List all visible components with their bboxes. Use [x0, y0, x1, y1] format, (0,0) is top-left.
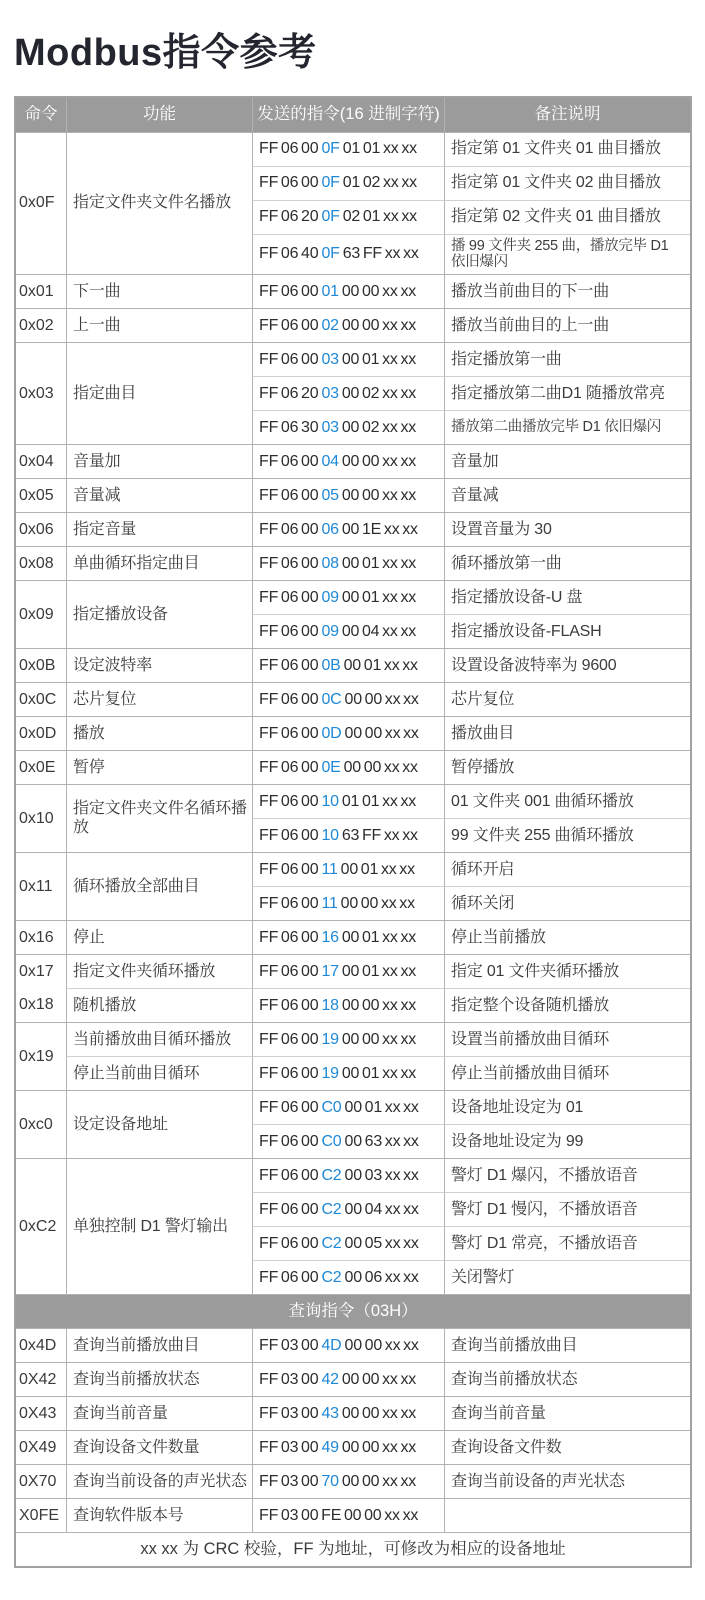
remark-cell: 指定播放设备-FLASH [444, 614, 690, 648]
remark-cell: 设置设备波特率为 9600 [444, 648, 690, 682]
command-cell [16, 1328, 66, 1362]
hex-command-cell [252, 1396, 444, 1430]
command-code: 0x11 [19, 877, 53, 895]
remark-cell: 芯片复位 [444, 682, 690, 716]
hex-suffix: 00 00 xx xx [341, 282, 417, 300]
command-cell [16, 342, 66, 444]
hex-highlight: 09 [321, 622, 339, 640]
hex-highlight: 19 [321, 1064, 339, 1082]
hex-command-cell [252, 1090, 444, 1124]
hex-highlight: 08 [321, 554, 339, 572]
remark-cell: 设置当前播放曲目循环 [444, 1022, 690, 1056]
command-code: 0x18 [19, 996, 54, 1014]
command-cell [16, 1090, 66, 1158]
function-cell: 指定播放设备 [66, 580, 252, 648]
hex-prefix: FF 06 00 [259, 928, 319, 946]
hex-suffix: 00 01 xx xx [343, 656, 418, 674]
hex-highlight: C0 [321, 1098, 342, 1116]
hex-command-cell [252, 308, 444, 342]
remark-cell: 循环关闭 [444, 886, 690, 920]
function-cell: 查询当前播放状态 [66, 1362, 252, 1396]
hex-prefix: FF 06 00 [259, 962, 319, 980]
hex-prefix: FF 03 00 [259, 1404, 319, 1422]
hex-prefix: FF 06 00 [259, 350, 319, 368]
hex-prefix: FF 06 00 [259, 1064, 319, 1082]
function-cell: 下一曲 [66, 274, 252, 308]
remark-cell: 查询当前音量 [444, 1396, 690, 1430]
column-header-hex-command: 发送的指令(16 进制字符) [252, 98, 444, 132]
hex-suffix: 00 00 xx xx [341, 1438, 417, 1456]
hex-suffix: 00 06 xx xx [344, 1268, 419, 1286]
hex-suffix: 00 00 xx xx [343, 758, 418, 776]
table-footer-note: xx xx 为 CRC 校验，FF 为地址，可修改为相应的设备地址 [16, 1532, 690, 1566]
hex-suffix: 00 04 xx xx [341, 622, 417, 640]
hex-prefix: FF 06 00 [259, 894, 319, 912]
remark-cell: 播放曲目 [444, 716, 690, 750]
hex-highlight: 18 [321, 996, 339, 1014]
hex-suffix: 00 00 xx xx [341, 452, 417, 470]
hex-command-cell [252, 1464, 444, 1498]
hex-command-cell [252, 852, 444, 886]
command-cell [16, 132, 66, 274]
command-cell [16, 920, 66, 954]
hex-prefix: FF 06 00 [259, 758, 319, 776]
function-cell: 上一曲 [66, 308, 252, 342]
command-code: 0x05 [19, 486, 54, 504]
command-cell [16, 580, 66, 648]
hex-command-cell [252, 274, 444, 308]
hex-highlight: 43 [321, 1404, 339, 1422]
remark-cell: 关闭警灯 [444, 1260, 690, 1294]
hex-command-cell [252, 410, 444, 444]
command-code: 0x04 [19, 452, 54, 470]
command-cell [16, 1396, 66, 1430]
remark-cell: 查询设备文件数 [444, 1430, 690, 1464]
hex-highlight: C0 [321, 1132, 342, 1150]
column-header-remark: 备注说明 [444, 98, 690, 132]
command-cell [16, 1498, 66, 1532]
remark-cell: 音量加 [444, 444, 690, 478]
hex-command-cell [252, 1328, 444, 1362]
hex-command-cell [252, 478, 444, 512]
hex-highlight: 0B [321, 656, 341, 674]
function-cell: 停止当前曲目循环 [66, 1056, 252, 1090]
command-code: 0X70 [19, 1472, 57, 1490]
section-header-query-commands: 查询指令（03H） [16, 1294, 690, 1328]
command-cell [16, 648, 66, 682]
hex-suffix: 00 03 xx xx [344, 1166, 419, 1184]
remark-cell: 播放当前曲目的上一曲 [444, 308, 690, 342]
hex-prefix: FF 06 00 [259, 1200, 319, 1218]
command-cell [16, 1430, 66, 1464]
command-code: 0X42 [19, 1370, 57, 1388]
hex-highlight: 05 [321, 486, 339, 504]
hex-prefix: FF 06 00 [259, 520, 319, 538]
function-cell: 当前播放曲目循环播放 [66, 1022, 252, 1056]
function-cell: 停止 [66, 920, 252, 954]
command-code: 0X49 [19, 1438, 57, 1456]
hex-command-cell [252, 614, 444, 648]
hex-highlight: 0F [321, 174, 340, 192]
remark-cell: 停止当前播放 [444, 920, 690, 954]
hex-highlight: 10 [321, 792, 339, 810]
hex-command-cell [252, 1158, 444, 1192]
command-cell [16, 750, 66, 784]
command-code: 0x19 [19, 1047, 54, 1065]
hex-suffix: 00 01 xx xx [344, 1098, 419, 1116]
function-cell: 查询当前播放曲目 [66, 1328, 252, 1362]
function-cell: 音量减 [66, 478, 252, 512]
hex-prefix: FF 06 00 [259, 316, 319, 334]
hex-command-cell [252, 132, 444, 166]
command-code: 0xc0 [19, 1115, 53, 1133]
function-cell: 单曲循环指定曲目 [66, 546, 252, 580]
hex-prefix: FF 06 20 [259, 208, 319, 226]
hex-highlight: 03 [321, 350, 339, 368]
hex-suffix: 00 01 xx xx [341, 588, 417, 606]
modbus-command-table [14, 96, 692, 1568]
command-cell [16, 274, 66, 308]
remark-cell: 指定整个设备随机播放 [444, 988, 690, 1022]
hex-prefix: FF 03 00 FE 00 00 xx xx [259, 1506, 419, 1524]
remark-cell: 停止当前播放曲目循环 [444, 1056, 690, 1090]
command-code: 0x0F [19, 194, 55, 212]
hex-command-cell [252, 784, 444, 818]
command-cell [16, 682, 66, 716]
command-code: 0x16 [19, 928, 54, 946]
hex-suffix: 01 01 xx xx [341, 792, 417, 810]
function-cell: 播放 [66, 716, 252, 750]
hex-highlight: 04 [321, 452, 339, 470]
hex-command-cell [252, 1260, 444, 1294]
hex-command-cell [252, 200, 444, 234]
hex-prefix: FF 06 20 [259, 384, 319, 402]
command-cell [16, 1362, 66, 1396]
hex-command-cell [252, 512, 444, 546]
command-code: 0X43 [19, 1404, 57, 1422]
hex-prefix: FF 03 00 [259, 1438, 319, 1456]
hex-command-cell [252, 166, 444, 200]
hex-suffix: 01 01 xx xx [342, 140, 417, 158]
command-code: 0x03 [19, 384, 54, 402]
hex-prefix: FF 06 00 [259, 554, 319, 572]
command-cell [16, 478, 66, 512]
hex-prefix: FF 03 00 [259, 1336, 319, 1354]
command-code: 0x06 [19, 520, 54, 538]
remark-cell: 警灯 D1 爆闪，不播放语音 [444, 1158, 690, 1192]
remark-cell: 01 文件夹 001 曲循环播放 [444, 784, 690, 818]
command-code: 0x08 [19, 554, 54, 572]
remark-cell: 播 99 文件夹 255 曲，播放完毕 D1 依旧爆闪 [444, 234, 690, 274]
hex-prefix: FF 06 00 [259, 1268, 319, 1286]
hex-prefix: FF 06 00 [259, 622, 319, 640]
hex-highlight: 0F [321, 245, 340, 263]
hex-command-cell [252, 1022, 444, 1056]
hex-suffix: 00 00 xx xx [341, 1472, 417, 1490]
function-cell: 设定波特率 [66, 648, 252, 682]
function-cell: 芯片复位 [66, 682, 252, 716]
remark-cell: 指定播放第一曲 [444, 342, 690, 376]
hex-highlight: 0E [321, 758, 341, 776]
remark-cell: 设备地址设定为 99 [444, 1124, 690, 1158]
hex-highlight: 0C [321, 690, 342, 708]
command-cell [16, 716, 66, 750]
remark-cell: 播放第二曲播放完毕 D1 依旧爆闪 [444, 410, 690, 444]
remark-cell: 查询当前播放状态 [444, 1362, 690, 1396]
function-cell: 循环播放全部曲目 [66, 852, 252, 920]
hex-suffix: 00 1E xx xx [341, 520, 418, 538]
function-cell: 查询当前设备的声光状态 [66, 1464, 252, 1498]
command-cell [16, 546, 66, 580]
function-cell: 指定文件夹文件名播放 [66, 132, 252, 274]
hex-highlight: C2 [321, 1234, 342, 1252]
hex-suffix: 00 00 xx xx [344, 1336, 419, 1354]
hex-prefix: FF 06 40 [259, 245, 319, 263]
command-code: 0xC2 [19, 1217, 57, 1235]
hex-prefix: FF 06 30 [259, 418, 319, 436]
function-cell: 指定曲目 [66, 342, 252, 444]
hex-suffix: 00 01 xx xx [341, 554, 417, 572]
hex-suffix: 63 FF xx xx [342, 245, 419, 263]
hex-command-cell [252, 1430, 444, 1464]
function-cell: 设定设备地址 [66, 1090, 252, 1158]
command-code: 0x02 [19, 316, 54, 334]
remark-cell: 音量减 [444, 478, 690, 512]
hex-highlight: 49 [321, 1438, 339, 1456]
hex-command-cell [252, 1226, 444, 1260]
hex-suffix: 00 05 xx xx [344, 1234, 419, 1252]
hex-prefix: FF 06 00 [259, 140, 319, 158]
hex-prefix: FF 03 00 [259, 1472, 319, 1490]
hex-command-cell [252, 1498, 444, 1532]
hex-command-cell [252, 376, 444, 410]
hex-command-cell [252, 444, 444, 478]
function-cell: 查询软件版本号 [66, 1498, 252, 1532]
hex-highlight: 06 [321, 520, 339, 538]
hex-highlight: 0D [321, 724, 342, 742]
hex-command-cell [252, 234, 444, 274]
hex-highlight: C2 [321, 1200, 342, 1218]
hex-suffix: 00 00 xx xx [341, 1370, 417, 1388]
hex-highlight: C2 [321, 1268, 342, 1286]
function-cell: 单独控制 D1 警灯输出 [66, 1158, 252, 1294]
hex-highlight: 03 [321, 384, 339, 402]
remark-cell: 查询当前播放曲目 [444, 1328, 690, 1362]
hex-command-cell [252, 1124, 444, 1158]
command-code: 0x4D [19, 1336, 57, 1354]
function-cell: 暂停 [66, 750, 252, 784]
hex-highlight: 0F [321, 140, 340, 158]
remark-cell: 指定播放第二曲D1 随播放常亮 [444, 376, 690, 410]
hex-highlight: 42 [321, 1370, 339, 1388]
hex-command-cell [252, 580, 444, 614]
hex-prefix: FF 06 00 [259, 860, 319, 878]
hex-command-cell [252, 648, 444, 682]
command-code: 0x01 [19, 282, 54, 300]
hex-suffix: 00 01 xx xx [341, 350, 417, 368]
column-header-function: 功能 [66, 98, 252, 132]
remark-cell: 设置音量为 30 [444, 512, 690, 546]
hex-prefix: FF 06 00 [259, 282, 319, 300]
hex-prefix: FF 06 00 [259, 792, 319, 810]
hex-suffix: 00 01 xx xx [340, 860, 415, 878]
hex-highlight: 01 [321, 282, 339, 300]
hex-highlight: 11 [321, 860, 338, 878]
remark-cell: 暂停播放 [444, 750, 690, 784]
hex-suffix: 00 00 xx xx [344, 724, 419, 742]
command-cell [16, 1022, 66, 1090]
command-code: 0x0C [19, 690, 57, 708]
command-cell [16, 512, 66, 546]
hex-suffix: 00 63 xx xx [344, 1132, 419, 1150]
hex-prefix: FF 03 00 [259, 1370, 319, 1388]
hex-highlight: 03 [321, 418, 339, 436]
function-cell: 随机播放 [66, 988, 252, 1022]
remark-cell: 循环开启 [444, 852, 690, 886]
command-code: 0x09 [19, 605, 54, 623]
hex-highlight: 70 [321, 1472, 339, 1490]
hex-prefix: FF 06 00 [259, 486, 319, 504]
hex-highlight: 02 [321, 316, 339, 334]
command-code: 0x0E [19, 758, 56, 776]
hex-highlight: 16 [321, 928, 339, 946]
hex-suffix: 00 01 xx xx [341, 928, 417, 946]
hex-suffix: 00 02 xx xx [341, 418, 417, 436]
remark-cell: 循环播放第一曲 [444, 546, 690, 580]
hex-command-cell [252, 342, 444, 376]
hex-command-cell [252, 1192, 444, 1226]
command-code: 0x17 [19, 962, 54, 980]
hex-suffix: 02 01 xx xx [342, 208, 417, 226]
column-header-command: 命令 [16, 98, 66, 132]
hex-highlight: 0F [321, 208, 340, 226]
hex-prefix: FF 06 00 [259, 1098, 319, 1116]
hex-highlight: 17 [321, 962, 339, 980]
command-cell [16, 444, 66, 478]
hex-command-cell [252, 988, 444, 1022]
remark-cell: 99 文件夹 255 曲循环播放 [444, 818, 690, 852]
hex-prefix: FF 06 00 [259, 1234, 319, 1252]
hex-suffix: 00 00 xx xx [341, 1404, 417, 1422]
command-code: X0FE [19, 1506, 60, 1524]
hex-suffix: 63 FF xx xx [341, 826, 418, 844]
remark-cell: 警灯 D1 常亮，不播放语音 [444, 1226, 690, 1260]
command-cell [16, 1158, 66, 1294]
remark-cell: 设备地址设定为 01 [444, 1090, 690, 1124]
hex-prefix: FF 06 00 [259, 826, 319, 844]
hex-highlight: 09 [321, 588, 339, 606]
remark-cell: 警灯 D1 慢闪，不播放语音 [444, 1192, 690, 1226]
hex-suffix: 00 04 xx xx [344, 1200, 419, 1218]
page-title: Modbus指令参考 [14, 32, 317, 74]
function-cell: 指定文件夹循环播放 [66, 954, 252, 988]
command-cell [16, 954, 66, 1022]
hex-suffix: 00 00 xx xx [340, 894, 415, 912]
remark-cell: 指定第 01 文件夹 02 曲目播放 [444, 166, 690, 200]
hex-highlight: 19 [321, 1030, 339, 1048]
hex-suffix: 00 00 xx xx [341, 316, 417, 334]
remark-cell: 指定 01 文件夹循环播放 [444, 954, 690, 988]
hex-command-cell [252, 818, 444, 852]
remark-cell: 查询当前设备的声光状态 [444, 1464, 690, 1498]
hex-prefix: FF 06 00 [259, 724, 319, 742]
hex-prefix: FF 06 00 [259, 1166, 319, 1184]
command-cell [16, 1464, 66, 1498]
hex-suffix: 00 00 xx xx [341, 1030, 417, 1048]
hex-command-cell [252, 1056, 444, 1090]
hex-highlight: 11 [321, 894, 338, 912]
hex-command-cell [252, 546, 444, 580]
hex-command-cell [252, 716, 444, 750]
command-cell [16, 852, 66, 920]
hex-highlight: 10 [321, 826, 339, 844]
command-cell [16, 784, 66, 852]
function-cell: 音量加 [66, 444, 252, 478]
hex-command-cell [252, 886, 444, 920]
hex-prefix: FF 06 00 [259, 588, 319, 606]
command-code: 0x0D [19, 724, 57, 742]
hex-command-cell [252, 682, 444, 716]
command-cell [16, 308, 66, 342]
hex-prefix: FF 06 00 [259, 174, 319, 192]
remark-cell: 指定第 02 文件夹 01 曲目播放 [444, 200, 690, 234]
function-cell: 指定文件夹文件名循环播放 [66, 784, 252, 852]
command-code: 0x10 [19, 809, 54, 827]
hex-command-cell [252, 1362, 444, 1396]
function-cell: 指定音量 [66, 512, 252, 546]
hex-suffix: 01 02 xx xx [342, 174, 417, 192]
hex-command-cell [252, 954, 444, 988]
function-cell: 查询设备文件数量 [66, 1430, 252, 1464]
hex-prefix: FF 06 00 [259, 1132, 319, 1150]
hex-highlight: C2 [321, 1166, 342, 1184]
hex-suffix: 00 01 xx xx [341, 962, 417, 980]
hex-command-cell [252, 750, 444, 784]
function-cell: 查询当前音量 [66, 1396, 252, 1430]
remark-cell [444, 1498, 690, 1532]
remark-cell: 指定播放设备-U 盘 [444, 580, 690, 614]
hex-prefix: FF 06 00 [259, 996, 319, 1014]
hex-suffix: 00 01 xx xx [341, 1064, 417, 1082]
hex-prefix: FF 06 00 [259, 452, 319, 470]
hex-suffix: 00 02 xx xx [341, 384, 417, 402]
remark-cell: 播放当前曲目的下一曲 [444, 274, 690, 308]
hex-prefix: FF 06 00 [259, 690, 319, 708]
hex-suffix: 00 00 xx xx [341, 486, 417, 504]
command-code: 0x0B [19, 656, 56, 674]
hex-command-cell [252, 920, 444, 954]
hex-highlight: 4D [321, 1336, 342, 1354]
remark-cell: 指定第 01 文件夹 01 曲目播放 [444, 132, 690, 166]
hex-prefix: FF 06 00 [259, 656, 319, 674]
hex-prefix: FF 06 00 [259, 1030, 319, 1048]
hex-suffix: 00 00 xx xx [344, 690, 419, 708]
hex-suffix: 00 00 xx xx [341, 996, 417, 1014]
